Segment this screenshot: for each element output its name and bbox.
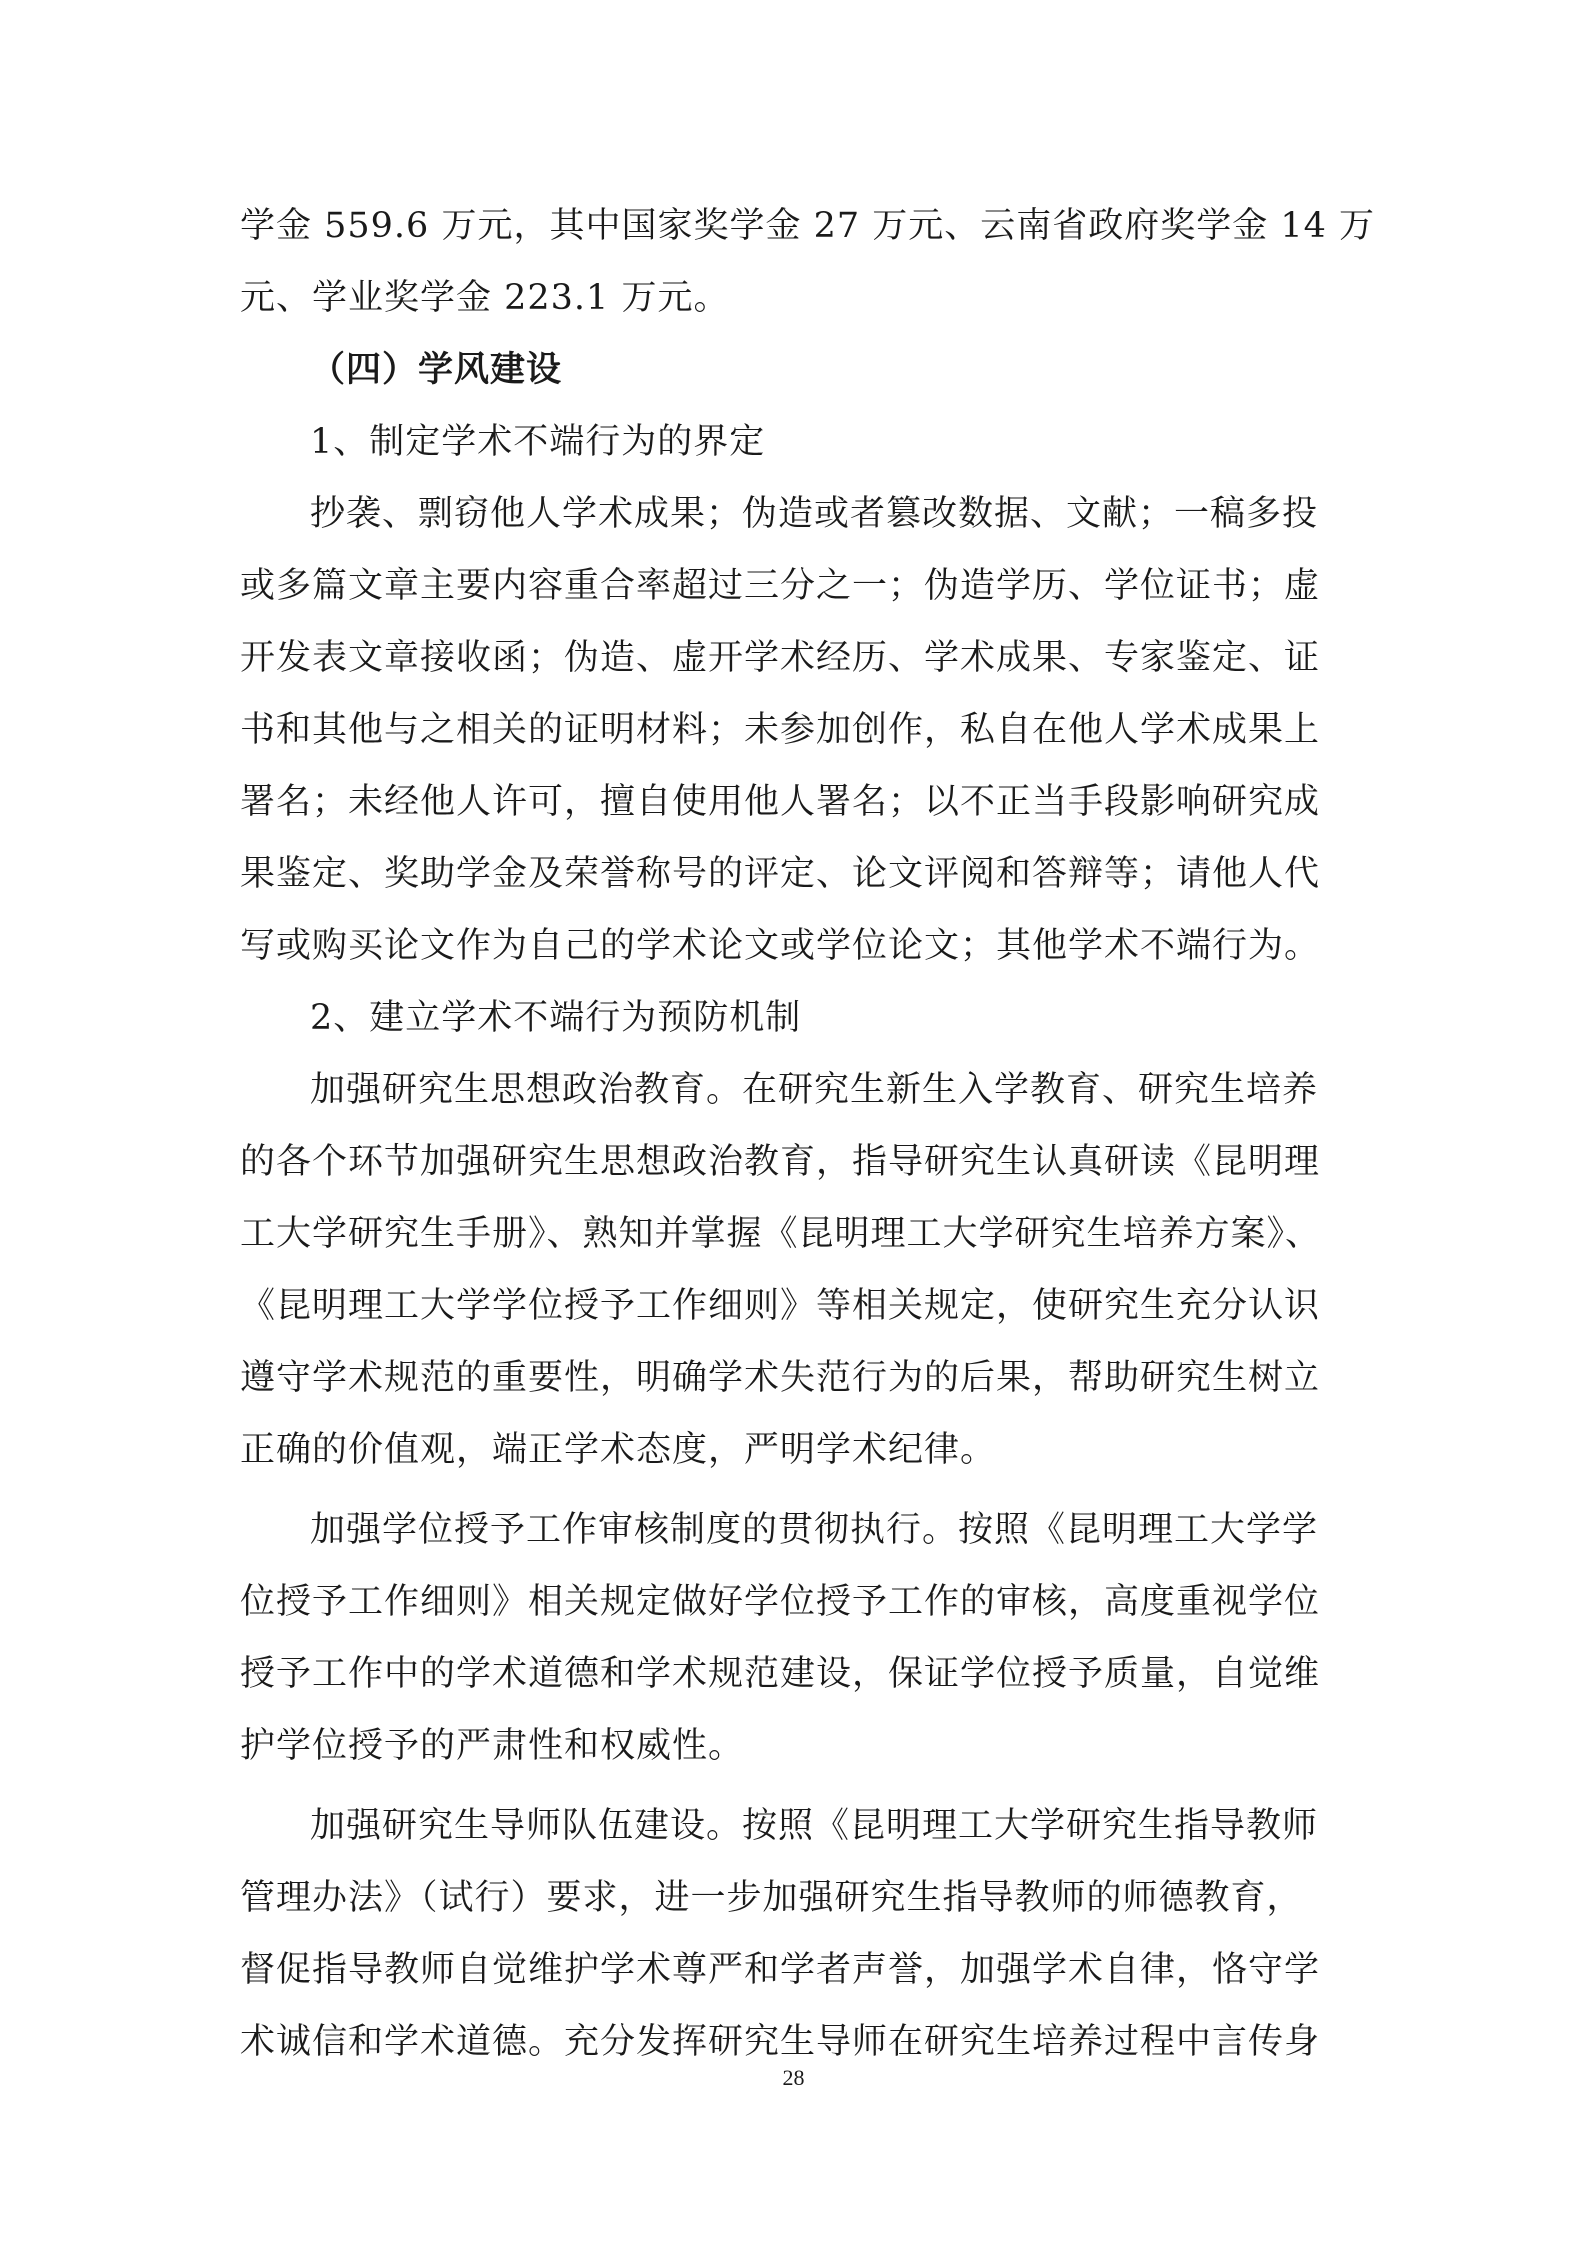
text-line: 管理办法》（试行）要求，进一步加强研究生指导教师的师德教育， [240, 1878, 1303, 1918]
text-line: 护学位授予的严肃性和权威性。 [240, 1726, 745, 1766]
text-line: 写或购买论文作为自己的学术论文或学位论文；其他学术不端行为。 [240, 926, 1321, 966]
text-line: 正确的价值观，端正学术态度，严明学术纪律。 [240, 1430, 997, 1470]
text-line: 或多篇文章主要内容重合率超过三分之一；伪造学历、学位证书；虚 [240, 566, 1321, 606]
text-line: 果鉴定、奖助学金及荣誉称号的评定、论文评阅和答辩等；请他人代 [240, 854, 1321, 894]
page-number: 28 [782, 2065, 805, 2090]
text-line: 《昆明理工大学学位授予工作细则》等相关规定，使研究生充分认识 [240, 1286, 1321, 1326]
subheading-misconduct-definition: 1、制定学术不端行为的界定 [310, 422, 766, 462]
paragraph-misconduct-definition [240, 478, 1350, 982]
text-line: 工大学研究生手册》、熟知并掌握《昆明理工大学研究生培养方案》、 [240, 1214, 1322, 1254]
paragraph-scholarship-continuation [240, 190, 1376, 334]
text-line: 学金 559.6 万元，其中国家奖学金 27 万元、云南省政府奖学金 14 万 [240, 206, 1376, 246]
subheading-prevention-mechanism: 2、建立学术不端行为预防机制 [310, 998, 802, 1038]
text-line: 加强学位授予工作审核制度的贯彻执行。按照《昆明理工大学学 [310, 1510, 1319, 1550]
text-line: 术诚信和学术道德。充分发挥研究生导师在研究生培养过程中言传身 [240, 2022, 1321, 2062]
section-heading: （四）学风建设 [310, 349, 563, 390]
text-line: 督促指导教师自觉维护学术尊严和学者声誉，加强学术自律，恪守学 [240, 1950, 1321, 1990]
text-line: 遵守学术规范的重要性，明确学术失范行为的后果，帮助研究生树立 [240, 1358, 1321, 1398]
text-line: 的各个环节加强研究生思想政治教育，指导研究生认真研读《昆明理 [240, 1142, 1321, 1182]
text-line: 加强研究生导师队伍建设。按照《昆明理工大学研究生指导教师 [310, 1806, 1319, 1846]
text-line: 元、学业奖学金 223.1 万元。 [240, 278, 730, 318]
text-line: 开发表文章接收函；伪造、虚开学术经历、学术成果、专家鉴定、证 [240, 638, 1321, 678]
text-line: 署名；未经他人许可，擅自使用他人署名；以不正当手段影响研究成 [240, 782, 1321, 822]
text-line: 抄袭、剽窃他人学术成果；伪造或者篡改数据、文献；一稿多投 [310, 494, 1319, 534]
text-line: 位授予工作细则》相关规定做好学位授予工作的审核，高度重视学位 [240, 1582, 1321, 1622]
paragraph-degree-review [240, 1494, 1350, 1782]
document-body [240, 190, 1376, 2078]
text-line: 授予工作中的学术道德和学术规范建设，保证学位授予质量，自觉维 [240, 1654, 1321, 1694]
text-line: 加强研究生思想政治教育。在研究生新生入学教育、研究生培养 [310, 1070, 1319, 1110]
text-line: 书和其他与之相关的证明材料；未参加创作，私自在他人学术成果上 [240, 710, 1321, 750]
paragraph-supervisor-team [240, 1790, 1350, 2078]
paragraph-political-education [240, 1054, 1350, 1486]
